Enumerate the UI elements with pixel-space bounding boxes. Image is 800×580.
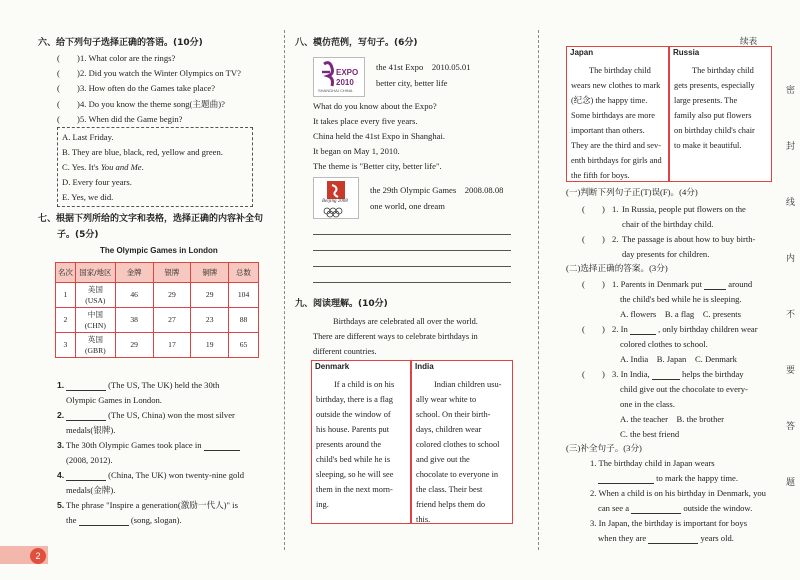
text-line: Indian children usu- <box>434 380 502 389</box>
options: A. India B. Japan C. Denmark <box>620 354 737 364</box>
table-header-cell: 银牌 <box>153 263 191 283</box>
expo-info-line2: better city, better life <box>376 78 448 88</box>
text-line: this. <box>416 515 431 524</box>
section7-title-line2: 子。(5分) <box>57 230 99 240</box>
medal-count-cell: 19 <box>191 333 229 358</box>
answer-blank[interactable] <box>79 516 129 526</box>
text-line: his house. Parents put <box>316 425 390 434</box>
text-line: friend helps them do <box>416 500 486 509</box>
question-text: helps the birthday <box>682 369 744 379</box>
question-text: 3. How often do the Games take place? <box>80 83 216 94</box>
section7-title-line1: 七、根据下列所给的文字和表格，选择正确的内容补全句 <box>38 214 264 224</box>
country-name: 美国 <box>87 285 103 294</box>
medal-count-cell: 65 <box>229 333 259 358</box>
country-code: (GBR) <box>85 346 106 355</box>
question-text: 5. When did the Game begin? <box>80 113 183 124</box>
text-line: the child's bed while he is sleeping. <box>620 294 742 304</box>
text-line: chair of the birthday child. <box>622 219 714 229</box>
part-title: (二)选择正确的答案。(3分) <box>566 263 668 273</box>
question-line <box>612 279 752 290</box>
text-line: large presents. The <box>674 96 738 105</box>
answer-blank[interactable] <box>598 474 654 484</box>
country-code: (CHN) <box>84 321 106 330</box>
text-line: school. On their birth- <box>416 410 491 419</box>
binding-char: 题 <box>786 478 796 488</box>
india-text <box>416 377 510 527</box>
text-line: wears new clothes to mark <box>571 81 661 90</box>
question-line <box>598 503 752 514</box>
item-line <box>66 410 235 421</box>
text-line: day presents for children. <box>622 249 710 259</box>
answer-paren[interactable]: ( ) <box>57 83 80 94</box>
binding-char: 封 <box>786 142 796 152</box>
answer-option: C. Yes. It's You and Me. <box>62 162 144 172</box>
text-line: the fifth for boys. <box>571 171 630 180</box>
medal-count-cell: 29 <box>191 283 229 308</box>
answer-blank[interactable] <box>66 381 106 391</box>
table-header-cell: 国家/地区 <box>75 263 115 283</box>
rank-cell: 2 <box>56 308 76 333</box>
answer-blank[interactable] <box>204 441 240 451</box>
text-line: ally wear white to <box>416 395 477 404</box>
binding-char: 线 <box>786 198 796 208</box>
question-text: 2. In <box>612 324 628 334</box>
item-number: 2. <box>612 234 619 244</box>
continued-label: 续表 <box>740 36 758 46</box>
answer-blank[interactable] <box>630 325 656 335</box>
text-line: presents around the <box>316 440 382 449</box>
text-line: chocolate to everyone in <box>416 470 499 479</box>
text-line: The passage is about how to buy birth- <box>622 234 756 244</box>
japan-box <box>566 46 669 182</box>
beijing-info-line1: the 29th Olympic Games 2008.08.08 <box>370 185 504 195</box>
beijing-info-line2: one world, one dream <box>370 201 445 211</box>
text-line: ing. <box>316 500 329 509</box>
country-name: 中国 <box>87 310 103 319</box>
text-line: colored clothes to school <box>416 440 500 449</box>
expo-logo-sub: SHANGHAI CHINA <box>318 88 353 93</box>
text-line: Some birthdays are more <box>571 111 655 120</box>
example-line: What do you know about the Expo? <box>313 101 437 111</box>
page-number: 2 <box>30 548 46 564</box>
item-number: 1. <box>612 204 619 214</box>
options: C. the best friend <box>620 429 680 439</box>
question-text: when they are <box>598 533 647 543</box>
binding-char: 不 <box>786 310 796 320</box>
question-text: can see a <box>598 503 630 513</box>
medal-table <box>55 262 259 358</box>
item-text: The phrase "Inspire a generation(激励一代人)" is <box>66 500 238 510</box>
item-line <box>66 440 240 451</box>
answer-blank[interactable] <box>631 504 681 514</box>
medal-count-cell: 104 <box>229 283 259 308</box>
country-cell <box>75 283 115 308</box>
beijing-logo <box>313 177 359 219</box>
medal-count-cell: 23 <box>191 308 229 333</box>
item-line <box>66 515 182 526</box>
denmark-box <box>311 360 411 524</box>
olympic-rings-icon <box>314 178 358 218</box>
writing-line[interactable] <box>313 266 511 267</box>
answer-paren[interactable]: ( ) <box>582 279 605 289</box>
options: A. the teacher B. the brother <box>620 414 725 424</box>
section6-title: 六、给下列句子选择正确的答语。(10分) <box>38 38 203 48</box>
rank-cell: 1 <box>56 283 76 308</box>
country-code: (USA) <box>85 296 106 305</box>
text-line: If a child is on his <box>334 380 395 389</box>
russia-heading: Russia <box>673 48 700 57</box>
section9-intro <box>313 314 511 359</box>
answer-option: A. Last Friday. <box>62 132 114 142</box>
country-name: 英国 <box>87 335 103 344</box>
text-line: days, children wear <box>416 425 482 434</box>
text-line: the class. Their best <box>416 485 483 494</box>
text-line: 1. The birthday child in Japan wears <box>590 458 715 468</box>
item-text: (China, The UK) won twenty-nine gold <box>108 470 245 480</box>
item-text: (The US, The UK) held the 30th <box>108 380 220 390</box>
medal-count-cell: 38 <box>115 308 153 333</box>
table-row <box>56 333 259 358</box>
item-number: 3. <box>57 440 65 450</box>
text-line: to make it beautiful. <box>674 141 742 150</box>
example-line: It began on May 1, 2010. <box>313 146 400 156</box>
answer-blank[interactable] <box>652 370 680 380</box>
answer-paren[interactable]: ( ) <box>57 113 80 124</box>
beijing-logo-text: Beijing 2008 <box>322 199 348 204</box>
item-number: 1. <box>57 380 65 390</box>
item-line <box>66 470 244 481</box>
question-text: 4. Do you know the theme song(主题曲)? <box>80 98 225 109</box>
item-text: the <box>66 515 77 525</box>
expo-logo <box>313 57 365 97</box>
item-number: 4. <box>57 470 65 480</box>
text-line: The birthday child <box>589 66 651 75</box>
japan-text <box>571 63 666 183</box>
table-row <box>56 283 259 308</box>
russia-box <box>669 46 772 182</box>
text-line: important than others. <box>571 126 645 135</box>
country-cell <box>75 308 115 333</box>
text-line: one in the class. <box>620 399 675 409</box>
answer-paren[interactable]: ( ) <box>57 53 80 63</box>
question-text: to mark the happy time. <box>656 473 739 483</box>
part-title: (一)判断下列句子正(T)误(F)。(4分) <box>566 187 698 197</box>
text-line: gets presents, especially <box>674 81 755 90</box>
answer-option: D. Every four years. <box>62 177 132 187</box>
answer-paren[interactable]: ( ) <box>582 234 605 244</box>
text-line: on birthday child's chair <box>674 126 755 135</box>
denmark-text <box>316 377 408 512</box>
binding-char: 答 <box>786 422 796 432</box>
medal-count-cell: 88 <box>229 308 259 333</box>
answer-blank[interactable] <box>66 411 106 421</box>
india-heading: India <box>415 362 434 371</box>
item-line <box>66 380 219 391</box>
text-line: them in the next morn- <box>316 485 393 494</box>
writing-line[interactable] <box>313 250 511 251</box>
answer-blank[interactable] <box>704 280 726 290</box>
item-number: 5. <box>57 500 65 510</box>
text-line: (纪念) the happy time. <box>571 96 648 105</box>
section8-title: 八、模仿范例，写句子。(6分) <box>295 38 418 48</box>
writing-line[interactable] <box>313 234 511 235</box>
item-text: (song, slogan). <box>130 515 182 525</box>
column-divider-left <box>284 30 285 550</box>
question-line <box>598 533 734 544</box>
text-line: sleeping, so he will see <box>316 470 394 479</box>
item-text: Olympic Games in London. <box>66 395 162 405</box>
table-header-cell: 铜牌 <box>191 263 229 283</box>
answer-blank[interactable] <box>66 471 106 481</box>
item-text: medals(金牌). <box>66 485 116 495</box>
medal-count-cell: 46 <box>115 283 153 308</box>
item-text: medals(银牌). <box>66 425 116 435</box>
example-line: China held the 41st Expo in Shanghai. <box>313 131 445 141</box>
text-line: They are the third and sev- <box>571 141 661 150</box>
medal-count-cell: 29 <box>153 283 191 308</box>
answer-option: E. Yes, we did. <box>62 192 114 202</box>
binding-char: 内 <box>786 254 796 264</box>
section9-title: 九、阅读理解。(10分) <box>295 299 388 309</box>
question-text: , only birthday children wear <box>658 324 758 334</box>
answer-paren[interactable]: ( ) <box>582 324 605 334</box>
table-row <box>56 308 259 333</box>
answer-paren[interactable]: ( ) <box>57 98 80 109</box>
item-text: (2008, 2012). <box>66 455 113 465</box>
item-number: 2. <box>57 410 65 420</box>
expo-info-line1: the 41st Expo 2010.05.01 <box>376 62 471 72</box>
binding-char: 要 <box>786 366 796 376</box>
japan-heading: Japan <box>570 48 594 57</box>
writing-line[interactable] <box>313 282 511 283</box>
question-text: 1. Parents in Denmark put <box>612 279 702 289</box>
binding-char: 密 <box>786 86 796 96</box>
medal-count-cell: 27 <box>153 308 191 333</box>
text-line: Birthdays are celebrated all over the world. <box>333 317 478 326</box>
column-divider-right <box>538 30 539 550</box>
medal-count-cell: 17 <box>153 333 191 358</box>
text-line: different countries. <box>313 347 377 356</box>
question-text: 1. What color are the rings? <box>80 53 176 63</box>
denmark-heading: Denmark <box>315 362 350 371</box>
options: A. flowers B. a flag C. presents <box>620 309 742 319</box>
answer-paren[interactable]: ( ) <box>582 204 605 214</box>
text-line: 3. In Japan, the birthday is important for boys <box>590 518 748 528</box>
expo-logo-text: EXPO 2010 <box>336 68 359 87</box>
question-text: around <box>728 279 753 289</box>
text-line: There are different ways to celebrate birthdays in <box>313 332 478 341</box>
part-title: (三)补全句子。(3分) <box>566 443 642 453</box>
table-header-cell: 总数 <box>229 263 259 283</box>
question-text: outside the window. <box>683 503 753 513</box>
answer-blank[interactable] <box>648 534 698 544</box>
text-line: The birthday child <box>692 66 754 75</box>
medal-table-title: The Olympic Games in London <box>100 246 218 255</box>
question-line <box>598 473 738 484</box>
rank-cell: 3 <box>56 333 76 358</box>
text-line: child give out the chocolate to every- <box>620 384 748 394</box>
table-header-cell: 金牌 <box>115 263 153 283</box>
text-line: and give out the <box>416 455 470 464</box>
text-line: enth birthdays for girls and <box>571 156 662 165</box>
text-line: birthday, there is a flag <box>316 395 393 404</box>
text-line: family also put flowers <box>674 111 752 120</box>
text-line: In Russia, people put flowers on the <box>622 204 746 214</box>
country-cell <box>75 333 115 358</box>
italic-title: You and Me <box>100 162 142 172</box>
item-text: The 30th Olympic Games took place in <box>66 440 202 450</box>
question-text: years old. <box>700 533 734 543</box>
answer-option: B. They are blue, black, red, yellow and green. <box>62 147 223 157</box>
question-text: 2. Did you watch the Winter Olympics on TV? <box>80 68 241 79</box>
text-line: outside the window of <box>316 410 391 419</box>
text-line: 2. When a child is on his birthday in Denmark, you <box>590 488 766 498</box>
question-line <box>612 369 744 380</box>
example-line: It takes place every five years. <box>313 116 418 126</box>
medal-count-cell: 29 <box>115 333 153 358</box>
russia-text <box>674 63 769 153</box>
table-header-cell: 名次 <box>56 263 76 283</box>
question-line <box>612 324 758 335</box>
text-line: child's bed while he is <box>316 455 391 464</box>
answer-paren[interactable]: ( ) <box>582 369 605 379</box>
answer-paren[interactable]: ( ) <box>57 68 80 79</box>
question-text: 3. In India, <box>612 369 650 379</box>
text-line: colored clothes to school. <box>620 339 708 349</box>
india-box <box>411 360 513 524</box>
example-line: The theme is "Better city, better life". <box>313 161 442 171</box>
item-text: (The US, China) won the most silver <box>108 410 235 420</box>
